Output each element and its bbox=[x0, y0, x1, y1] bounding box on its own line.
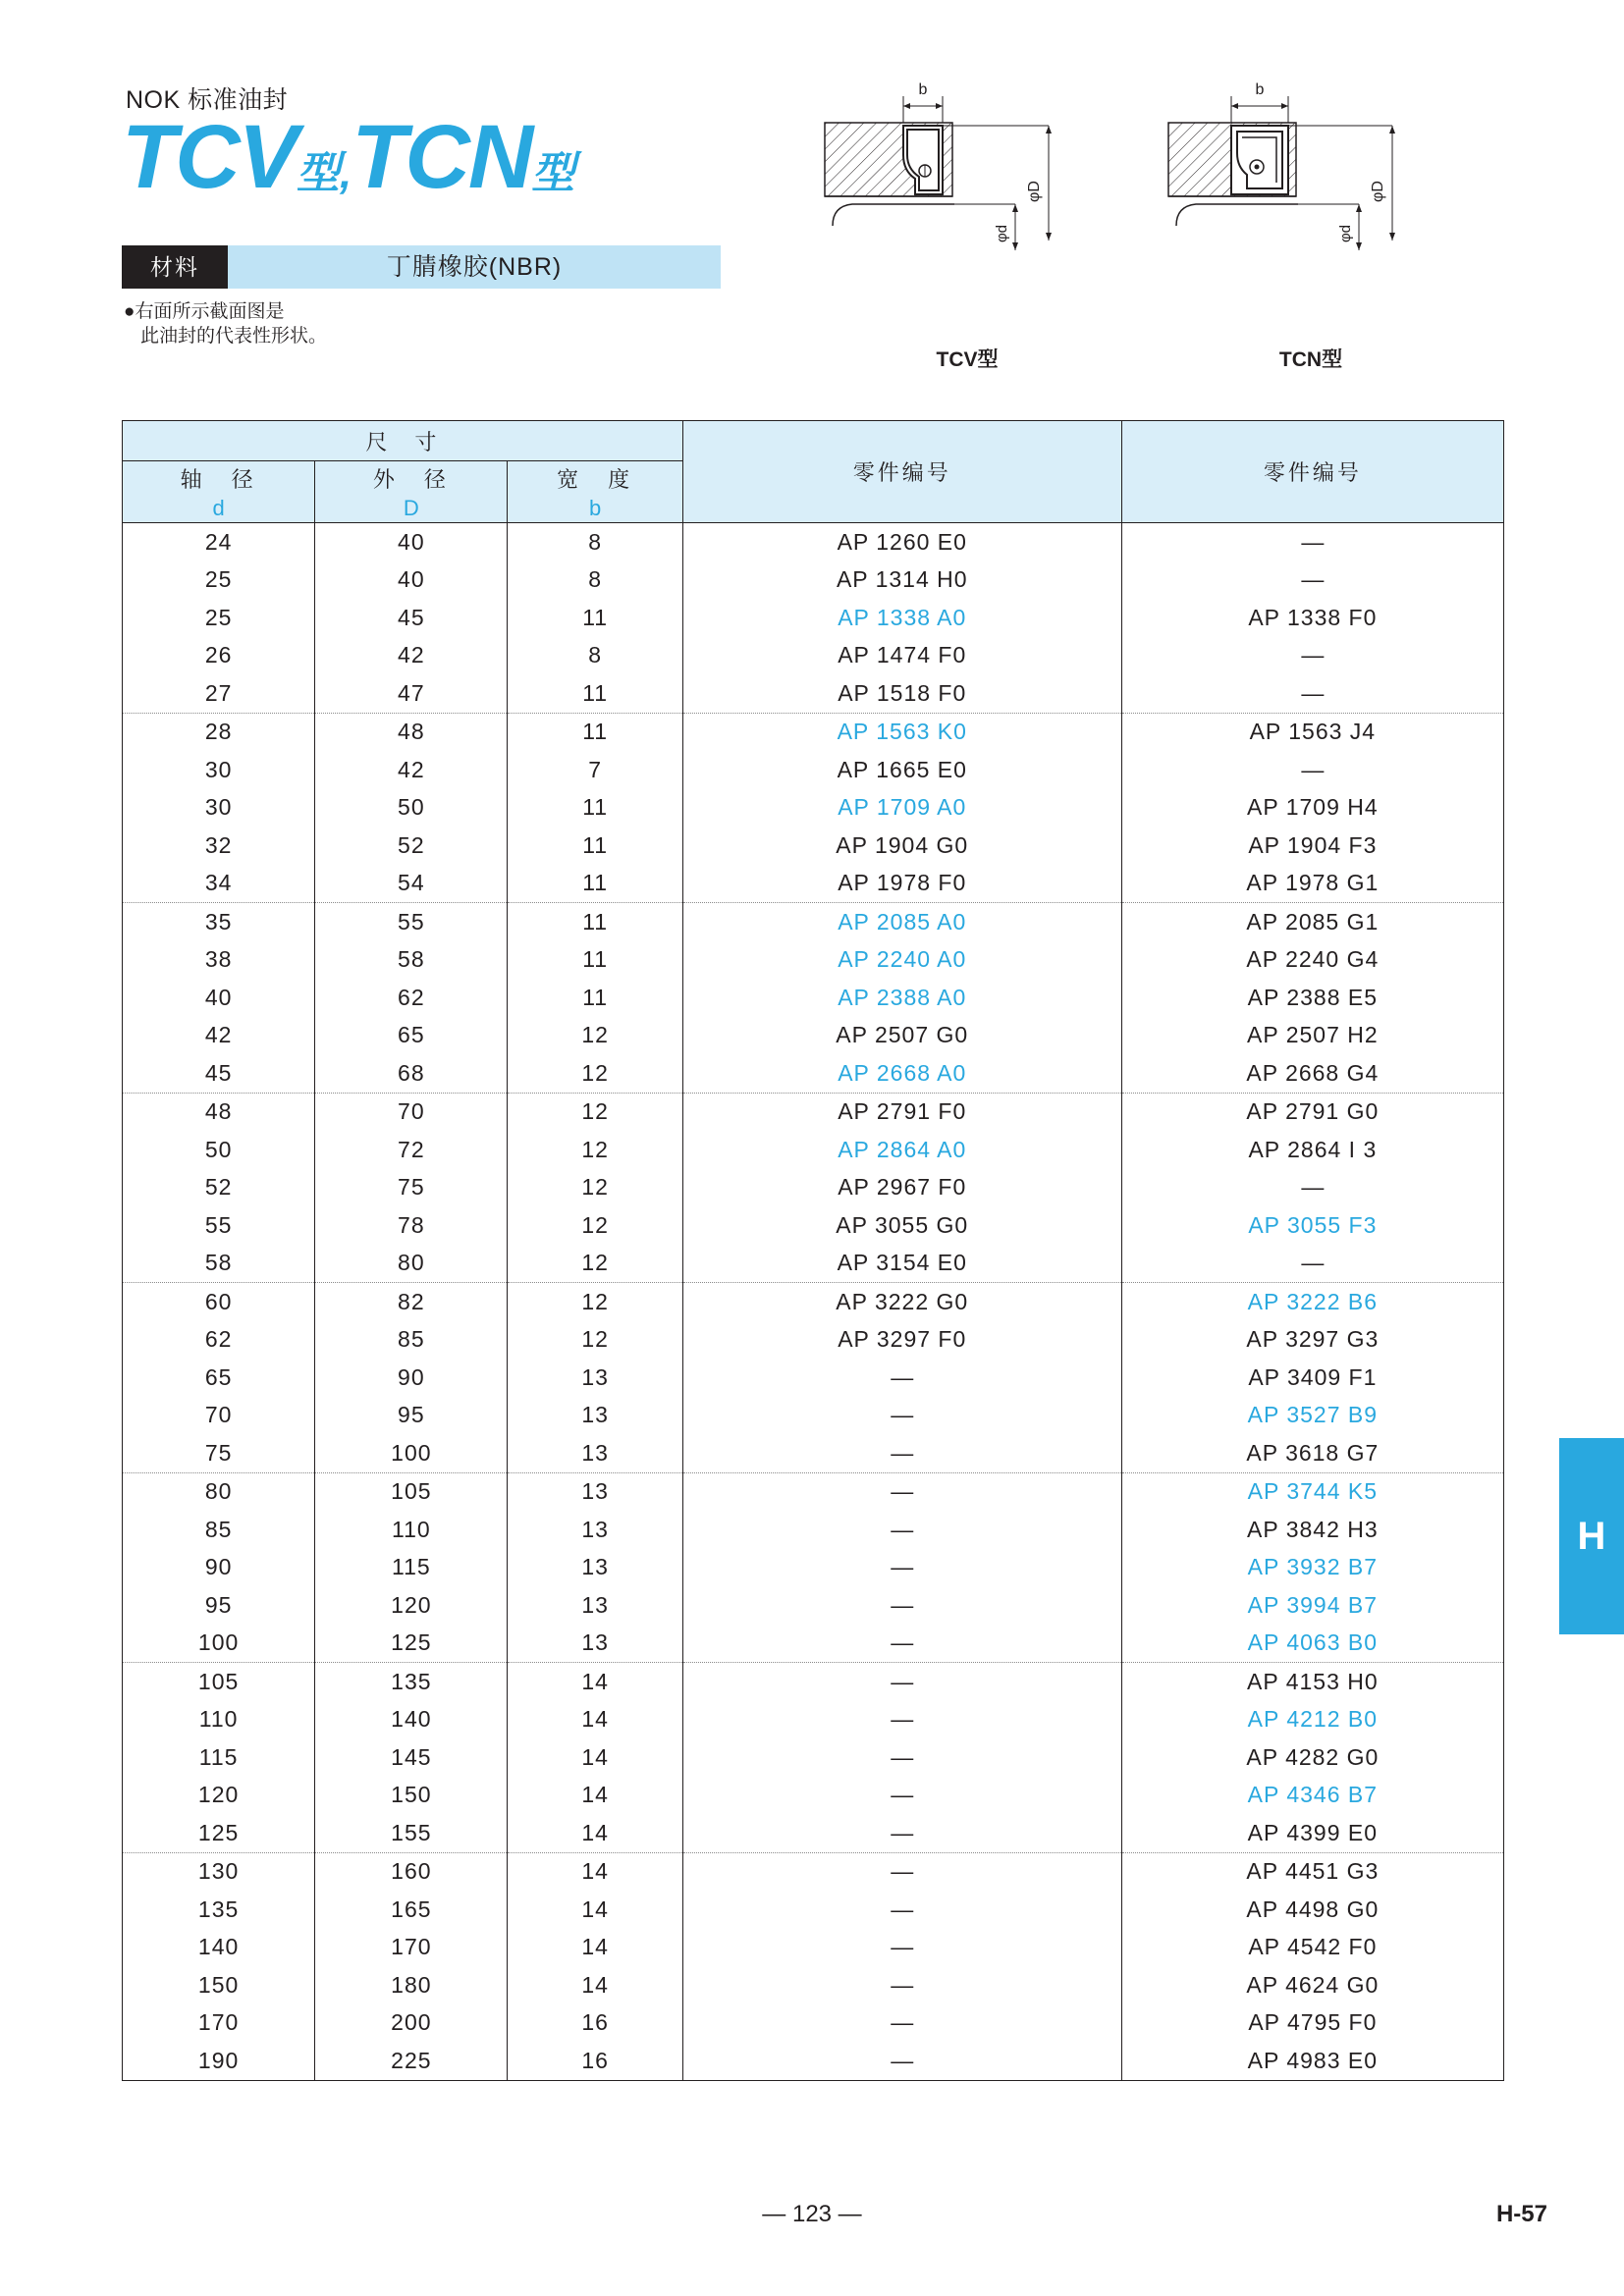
cell-part-number-1: — bbox=[682, 1434, 1121, 1472]
cell-part-number-2: AP 3618 G7 bbox=[1121, 1434, 1503, 1472]
cell-shaft-diameter: 80 bbox=[123, 1472, 315, 1511]
table-row bbox=[123, 1891, 1504, 1929]
cell-outer-diameter: 160 bbox=[315, 1852, 508, 1891]
cell-outer-diameter: 165 bbox=[315, 1891, 508, 1929]
cell-outer-diameter: 95 bbox=[315, 1397, 508, 1435]
cell-outer-diameter: 105 bbox=[315, 1472, 508, 1511]
cell-part-number-1: — bbox=[682, 2042, 1121, 2080]
header-row-top bbox=[123, 421, 1504, 461]
header-shaft-diameter-symbol: d bbox=[212, 495, 225, 520]
cell-shaft-diameter: 115 bbox=[123, 1738, 315, 1777]
tcv-cross-section-drawing bbox=[805, 69, 1129, 344]
header-width bbox=[508, 461, 682, 523]
page-number: — 123 — bbox=[762, 2201, 862, 2227]
cell-outer-diameter: 54 bbox=[315, 865, 508, 903]
cell-part-number-1: AP 3154 E0 bbox=[682, 1245, 1121, 1283]
cell-part-number-1: — bbox=[682, 1814, 1121, 1852]
table-row bbox=[123, 1245, 1504, 1283]
cell-shaft-diameter: 24 bbox=[123, 523, 315, 561]
cell-shaft-diameter: 65 bbox=[123, 1359, 315, 1397]
cell-part-number-1: — bbox=[682, 1511, 1121, 1549]
cell-outer-diameter: 55 bbox=[315, 903, 508, 941]
cell-part-number-1: — bbox=[682, 1397, 1121, 1435]
title-tcv-suffix: 型, bbox=[297, 149, 352, 197]
table-row bbox=[123, 903, 1504, 941]
header-dimensions: 尺 寸 bbox=[123, 421, 683, 461]
cell-outer-diameter: 225 bbox=[315, 2042, 508, 2080]
svg-text:φD: φD bbox=[1370, 181, 1386, 202]
cell-part-number-2: AP 3409 F1 bbox=[1121, 1359, 1503, 1397]
cell-outer-diameter: 50 bbox=[315, 789, 508, 828]
cell-part-number-2: AP 4282 G0 bbox=[1121, 1738, 1503, 1777]
table-row bbox=[123, 1169, 1504, 1207]
table-row bbox=[123, 1054, 1504, 1093]
cell-shaft-diameter: 58 bbox=[123, 1245, 315, 1283]
cell-part-number-1: AP 1978 F0 bbox=[682, 865, 1121, 903]
cell-outer-diameter: 48 bbox=[315, 713, 508, 751]
cell-outer-diameter: 90 bbox=[315, 1359, 508, 1397]
cell-part-number-1: — bbox=[682, 1586, 1121, 1625]
cell-outer-diameter: 65 bbox=[315, 1017, 508, 1055]
material-label: 材料 bbox=[122, 245, 228, 289]
cell-outer-diameter: 75 bbox=[315, 1169, 508, 1207]
figure-group bbox=[785, 69, 1512, 383]
table-row bbox=[123, 941, 1504, 980]
cell-part-number-1: — bbox=[682, 1929, 1121, 1967]
spec-table-body bbox=[123, 523, 1504, 2081]
note-line-2: 此油封的代表性形状。 bbox=[140, 326, 328, 347]
header-outer-diameter-symbol: D bbox=[403, 495, 419, 520]
cell-shaft-diameter: 28 bbox=[123, 713, 315, 751]
cell-part-number-2: — bbox=[1121, 1169, 1503, 1207]
table-row bbox=[123, 789, 1504, 828]
cell-shaft-diameter: 48 bbox=[123, 1093, 315, 1131]
cell-part-number-1: — bbox=[682, 1549, 1121, 1587]
cell-width: 11 bbox=[508, 941, 682, 980]
cell-width: 11 bbox=[508, 713, 682, 751]
spec-table-container bbox=[122, 420, 1504, 2081]
material-bar bbox=[122, 245, 721, 289]
cell-width: 14 bbox=[508, 1929, 682, 1967]
cell-shaft-diameter: 150 bbox=[123, 1966, 315, 2004]
cell-width: 11 bbox=[508, 789, 682, 828]
cell-shaft-diameter: 120 bbox=[123, 1777, 315, 1815]
cell-part-number-1: AP 1338 A0 bbox=[682, 599, 1121, 637]
cell-part-number-1: — bbox=[682, 1966, 1121, 2004]
cell-outer-diameter: 40 bbox=[315, 523, 508, 561]
cell-outer-diameter: 125 bbox=[315, 1625, 508, 1663]
table-row bbox=[123, 1511, 1504, 1549]
cell-part-number-1: — bbox=[682, 1852, 1121, 1891]
table-row bbox=[123, 1738, 1504, 1777]
cell-width: 12 bbox=[508, 1283, 682, 1321]
cell-outer-diameter: 155 bbox=[315, 1814, 508, 1852]
cell-part-number-1: AP 2085 A0 bbox=[682, 903, 1121, 941]
note-text bbox=[124, 299, 327, 348]
cell-part-number-1: AP 1665 E0 bbox=[682, 751, 1121, 789]
cell-part-number-1: AP 1260 E0 bbox=[682, 523, 1121, 561]
cell-width: 14 bbox=[508, 1852, 682, 1891]
table-row bbox=[123, 523, 1504, 561]
table-row bbox=[123, 1701, 1504, 1739]
header-outer-diameter-label: 外 径 bbox=[372, 466, 450, 492]
cell-part-number-2: AP 3994 B7 bbox=[1121, 1586, 1503, 1625]
material-value: 丁腈橡胶(NBR) bbox=[228, 245, 721, 289]
table-row bbox=[123, 979, 1504, 1017]
cell-width: 13 bbox=[508, 1625, 682, 1663]
table-row bbox=[123, 1663, 1504, 1701]
title-tcn: TCN bbox=[352, 107, 532, 207]
cell-part-number-1: AP 2668 A0 bbox=[682, 1054, 1121, 1093]
table-row bbox=[123, 1966, 1504, 2004]
header-part-number-2: 零件编号 bbox=[1121, 421, 1503, 523]
title-tcv: TCV bbox=[122, 107, 297, 207]
cell-width: 13 bbox=[508, 1586, 682, 1625]
cell-part-number-2: AP 2668 G4 bbox=[1121, 1054, 1503, 1093]
cell-part-number-1: AP 2967 F0 bbox=[682, 1169, 1121, 1207]
table-row bbox=[123, 1852, 1504, 1891]
section-tab-h: H bbox=[1559, 1438, 1624, 1634]
cell-shaft-diameter: 34 bbox=[123, 865, 315, 903]
cell-part-number-2: — bbox=[1121, 637, 1503, 675]
cell-part-number-2: — bbox=[1121, 674, 1503, 713]
table-row bbox=[123, 1017, 1504, 1055]
cell-part-number-1: — bbox=[682, 1701, 1121, 1739]
cell-part-number-1: — bbox=[682, 2004, 1121, 2043]
cell-part-number-2: AP 3842 H3 bbox=[1121, 1511, 1503, 1549]
svg-text:b: b bbox=[918, 81, 928, 98]
table-row bbox=[123, 674, 1504, 713]
cell-width: 11 bbox=[508, 674, 682, 713]
table-row bbox=[123, 751, 1504, 789]
cell-shaft-diameter: 110 bbox=[123, 1701, 315, 1739]
cell-outer-diameter: 170 bbox=[315, 1929, 508, 1967]
cell-shaft-diameter: 45 bbox=[123, 1054, 315, 1093]
cell-part-number-2: — bbox=[1121, 523, 1503, 561]
cell-width: 11 bbox=[508, 903, 682, 941]
cell-shaft-diameter: 30 bbox=[123, 789, 315, 828]
cell-outer-diameter: 58 bbox=[315, 941, 508, 980]
cell-part-number-2: AP 2507 H2 bbox=[1121, 1017, 1503, 1055]
cell-part-number-2: AP 2791 G0 bbox=[1121, 1093, 1503, 1131]
cell-shaft-diameter: 140 bbox=[123, 1929, 315, 1967]
table-row bbox=[123, 1283, 1504, 1321]
cell-part-number-1: — bbox=[682, 1738, 1121, 1777]
cell-part-number-2: AP 1978 G1 bbox=[1121, 865, 1503, 903]
cell-width: 14 bbox=[508, 1738, 682, 1777]
cell-part-number-1: AP 1314 H0 bbox=[682, 561, 1121, 600]
cell-outer-diameter: 72 bbox=[315, 1131, 508, 1169]
cell-shaft-diameter: 125 bbox=[123, 1814, 315, 1852]
cell-part-number-1: AP 1904 G0 bbox=[682, 827, 1121, 865]
cell-width: 14 bbox=[508, 1701, 682, 1739]
spec-table-head bbox=[123, 421, 1504, 523]
cell-part-number-1: AP 3222 G0 bbox=[682, 1283, 1121, 1321]
cell-shaft-diameter: 30 bbox=[123, 751, 315, 789]
cell-outer-diameter: 135 bbox=[315, 1663, 508, 1701]
cell-width: 8 bbox=[508, 637, 682, 675]
cell-width: 11 bbox=[508, 865, 682, 903]
cell-outer-diameter: 115 bbox=[315, 1549, 508, 1587]
cell-shaft-diameter: 40 bbox=[123, 979, 315, 1017]
cell-outer-diameter: 85 bbox=[315, 1321, 508, 1360]
cell-shaft-diameter: 75 bbox=[123, 1434, 315, 1472]
table-row bbox=[123, 637, 1504, 675]
table-row bbox=[123, 1929, 1504, 1967]
cell-width: 12 bbox=[508, 1206, 682, 1245]
cell-part-number-2: AP 3055 F3 bbox=[1121, 1206, 1503, 1245]
cell-part-number-2: AP 4153 H0 bbox=[1121, 1663, 1503, 1701]
section-code: H-57 bbox=[1495, 2201, 1547, 2227]
cell-width: 12 bbox=[508, 1054, 682, 1093]
cell-part-number-2: — bbox=[1121, 1245, 1503, 1283]
cell-width: 14 bbox=[508, 1663, 682, 1701]
table-row bbox=[123, 713, 1504, 751]
table-row bbox=[123, 1131, 1504, 1169]
cell-shaft-diameter: 42 bbox=[123, 1017, 315, 1055]
title-tcn-suffix: 型 bbox=[531, 149, 575, 197]
cell-shaft-diameter: 105 bbox=[123, 1663, 315, 1701]
header-shaft-diameter bbox=[123, 461, 315, 523]
cell-shaft-diameter: 70 bbox=[123, 1397, 315, 1435]
cell-outer-diameter: 80 bbox=[315, 1245, 508, 1283]
cell-outer-diameter: 70 bbox=[315, 1093, 508, 1131]
cell-part-number-2: AP 2240 G4 bbox=[1121, 941, 1503, 980]
cell-outer-diameter: 42 bbox=[315, 637, 508, 675]
cell-width: 14 bbox=[508, 1777, 682, 1815]
cell-shaft-diameter: 100 bbox=[123, 1625, 315, 1663]
cell-width: 13 bbox=[508, 1472, 682, 1511]
cell-part-number-2: AP 4451 G3 bbox=[1121, 1852, 1503, 1891]
cell-outer-diameter: 180 bbox=[315, 1966, 508, 2004]
cell-part-number-2: AP 2085 G1 bbox=[1121, 903, 1503, 941]
cell-part-number-1: AP 2388 A0 bbox=[682, 979, 1121, 1017]
cell-width: 16 bbox=[508, 2042, 682, 2080]
figure-tcv-caption: TCV型 bbox=[936, 348, 999, 371]
header-part-number-1: 零件编号 bbox=[682, 421, 1121, 523]
cell-outer-diameter: 68 bbox=[315, 1054, 508, 1093]
svg-text:b: b bbox=[1255, 81, 1265, 98]
cell-outer-diameter: 78 bbox=[315, 1206, 508, 1245]
cell-outer-diameter: 40 bbox=[315, 561, 508, 600]
cell-outer-diameter: 200 bbox=[315, 2004, 508, 2043]
cell-part-number-2: AP 4983 E0 bbox=[1121, 2042, 1503, 2080]
cell-shaft-diameter: 62 bbox=[123, 1321, 315, 1360]
cell-part-number-2: AP 3932 B7 bbox=[1121, 1549, 1503, 1587]
cell-shaft-diameter: 130 bbox=[123, 1852, 315, 1891]
cell-shaft-diameter: 25 bbox=[123, 561, 315, 600]
cell-shaft-diameter: 190 bbox=[123, 2042, 315, 2080]
cell-width: 13 bbox=[508, 1511, 682, 1549]
cell-outer-diameter: 110 bbox=[315, 1511, 508, 1549]
cell-outer-diameter: 120 bbox=[315, 1586, 508, 1625]
cell-width: 11 bbox=[508, 599, 682, 637]
table-row bbox=[123, 561, 1504, 600]
cell-shaft-diameter: 90 bbox=[123, 1549, 315, 1587]
cell-part-number-2: AP 1709 H4 bbox=[1121, 789, 1503, 828]
cell-part-number-2: AP 4498 G0 bbox=[1121, 1891, 1503, 1929]
cell-part-number-1: — bbox=[682, 1777, 1121, 1815]
table-row bbox=[123, 2042, 1504, 2080]
table-row bbox=[123, 1777, 1504, 1815]
note-line-1: ●右面所示截面图是 bbox=[124, 301, 285, 322]
figure-tcn bbox=[1149, 69, 1473, 383]
cell-part-number-1: AP 1518 F0 bbox=[682, 674, 1121, 713]
cell-part-number-1: AP 2791 F0 bbox=[682, 1093, 1121, 1131]
table-row bbox=[123, 1397, 1504, 1435]
table-row bbox=[123, 599, 1504, 637]
cell-part-number-1: AP 1563 K0 bbox=[682, 713, 1121, 751]
cell-part-number-2: — bbox=[1121, 751, 1503, 789]
cell-part-number-2: AP 4063 B0 bbox=[1121, 1625, 1503, 1663]
cell-width: 12 bbox=[508, 1093, 682, 1131]
cell-outer-diameter: 45 bbox=[315, 599, 508, 637]
table-row bbox=[123, 1359, 1504, 1397]
table-row bbox=[123, 1549, 1504, 1587]
cell-part-number-2: AP 3297 G3 bbox=[1121, 1321, 1503, 1360]
cell-part-number-2: AP 2864 I 3 bbox=[1121, 1131, 1503, 1169]
cell-shaft-diameter: 135 bbox=[123, 1891, 315, 1929]
cell-shaft-diameter: 26 bbox=[123, 637, 315, 675]
cell-part-number-1: AP 2864 A0 bbox=[682, 1131, 1121, 1169]
cell-part-number-2: AP 4542 F0 bbox=[1121, 1929, 1503, 1967]
cell-part-number-2: AP 2388 E5 bbox=[1121, 979, 1503, 1017]
cell-outer-diameter: 47 bbox=[315, 674, 508, 713]
table-row bbox=[123, 2004, 1504, 2043]
cell-outer-diameter: 82 bbox=[315, 1283, 508, 1321]
cell-outer-diameter: 145 bbox=[315, 1738, 508, 1777]
svg-text:φd: φd bbox=[994, 224, 1010, 243]
cell-part-number-2: AP 3222 B6 bbox=[1121, 1283, 1503, 1321]
cell-part-number-2: AP 1338 F0 bbox=[1121, 599, 1503, 637]
cell-part-number-2: AP 4795 F0 bbox=[1121, 2004, 1503, 2043]
table-row bbox=[123, 1321, 1504, 1360]
cell-width: 14 bbox=[508, 1891, 682, 1929]
table-row bbox=[123, 865, 1504, 903]
cell-part-number-1: — bbox=[682, 1625, 1121, 1663]
cell-part-number-1: — bbox=[682, 1472, 1121, 1511]
table-row bbox=[123, 1093, 1504, 1131]
table-row bbox=[123, 1625, 1504, 1663]
cell-width: 12 bbox=[508, 1169, 682, 1207]
cell-shaft-diameter: 25 bbox=[123, 599, 315, 637]
cell-width: 8 bbox=[508, 561, 682, 600]
cell-part-number-2: AP 4346 B7 bbox=[1121, 1777, 1503, 1815]
cell-part-number-1: — bbox=[682, 1891, 1121, 1929]
svg-text:φd: φd bbox=[1337, 224, 1354, 243]
cell-part-number-2: AP 1563 J4 bbox=[1121, 713, 1503, 751]
cell-width: 11 bbox=[508, 827, 682, 865]
cell-shaft-diameter: 55 bbox=[123, 1206, 315, 1245]
tcn-cross-section-drawing bbox=[1149, 69, 1473, 344]
table-row bbox=[123, 1586, 1504, 1625]
cell-part-number-2: AP 4212 B0 bbox=[1121, 1701, 1503, 1739]
cell-outer-diameter: 140 bbox=[315, 1701, 508, 1739]
cell-part-number-1: — bbox=[682, 1359, 1121, 1397]
cell-part-number-2: — bbox=[1121, 561, 1503, 600]
cell-width: 8 bbox=[508, 523, 682, 561]
cell-shaft-diameter: 27 bbox=[123, 674, 315, 713]
cell-part-number-2: AP 4624 G0 bbox=[1121, 1966, 1503, 2004]
cell-shaft-diameter: 170 bbox=[123, 2004, 315, 2043]
cell-shaft-diameter: 50 bbox=[123, 1131, 315, 1169]
cell-outer-diameter: 150 bbox=[315, 1777, 508, 1815]
table-row bbox=[123, 1206, 1504, 1245]
cell-outer-diameter: 52 bbox=[315, 827, 508, 865]
cell-part-number-1: AP 3055 G0 bbox=[682, 1206, 1121, 1245]
cell-width: 12 bbox=[508, 1017, 682, 1055]
cell-width: 13 bbox=[508, 1549, 682, 1587]
cell-width: 12 bbox=[508, 1245, 682, 1283]
cell-part-number-1: AP 3297 F0 bbox=[682, 1321, 1121, 1360]
cell-width: 13 bbox=[508, 1359, 682, 1397]
cell-width: 13 bbox=[508, 1434, 682, 1472]
figure-tcn-caption: TCN型 bbox=[1278, 348, 1343, 371]
cell-part-number-2: AP 4399 E0 bbox=[1121, 1814, 1503, 1852]
cell-part-number-1: — bbox=[682, 1663, 1121, 1701]
cell-width: 7 bbox=[508, 751, 682, 789]
cell-width: 16 bbox=[508, 2004, 682, 2043]
cell-width: 14 bbox=[508, 1966, 682, 2004]
cell-outer-diameter: 100 bbox=[315, 1434, 508, 1472]
cell-width: 12 bbox=[508, 1321, 682, 1360]
cell-shaft-diameter: 52 bbox=[123, 1169, 315, 1207]
brand-line: NOK 标准油封 bbox=[126, 86, 289, 114]
cell-outer-diameter: 62 bbox=[315, 979, 508, 1017]
cell-width: 13 bbox=[508, 1397, 682, 1435]
cell-width: 11 bbox=[508, 979, 682, 1017]
cell-part-number-1: AP 2507 G0 bbox=[682, 1017, 1121, 1055]
cell-part-number-2: AP 1904 F3 bbox=[1121, 827, 1503, 865]
cell-shaft-diameter: 85 bbox=[123, 1511, 315, 1549]
cell-shaft-diameter: 32 bbox=[123, 827, 315, 865]
page-title bbox=[122, 106, 574, 209]
table-row bbox=[123, 1434, 1504, 1472]
cell-part-number-1: AP 1474 F0 bbox=[682, 637, 1121, 675]
cell-outer-diameter: 42 bbox=[315, 751, 508, 789]
table-row bbox=[123, 1472, 1504, 1511]
cell-width: 12 bbox=[508, 1131, 682, 1169]
cell-shaft-diameter: 38 bbox=[123, 941, 315, 980]
cell-part-number-1: AP 2240 A0 bbox=[682, 941, 1121, 980]
header-width-label: 宽 度 bbox=[557, 466, 634, 492]
spec-table bbox=[122, 420, 1504, 2081]
header-shaft-diameter-label: 轴 径 bbox=[180, 466, 257, 492]
cell-part-number-2: AP 3527 B9 bbox=[1121, 1397, 1503, 1435]
header-outer-diameter bbox=[315, 461, 508, 523]
cell-shaft-diameter: 95 bbox=[123, 1586, 315, 1625]
figure-tcv bbox=[805, 69, 1129, 383]
svg-text:φD: φD bbox=[1026, 181, 1043, 202]
cell-width: 14 bbox=[508, 1814, 682, 1852]
cell-shaft-diameter: 35 bbox=[123, 903, 315, 941]
table-row bbox=[123, 827, 1504, 865]
cell-part-number-2: AP 3744 K5 bbox=[1121, 1472, 1503, 1511]
header-width-symbol: b bbox=[589, 495, 602, 520]
cell-part-number-1: AP 1709 A0 bbox=[682, 789, 1121, 828]
cell-shaft-diameter: 60 bbox=[123, 1283, 315, 1321]
table-row bbox=[123, 1814, 1504, 1852]
